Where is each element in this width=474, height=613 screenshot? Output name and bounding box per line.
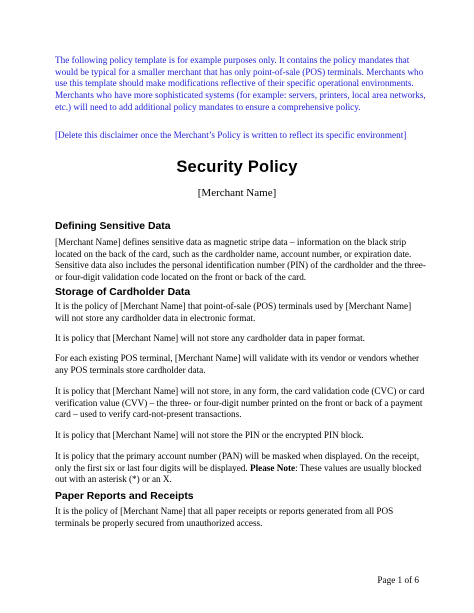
paragraph-storage-2: It is policy that [Merchant Name] will not store any cardholder data in paper format. <box>55 333 365 343</box>
paragraph-storage-5: It is policy that [Merchant Name] will not store the PIN or the encrypted PIN block. <box>55 430 364 440</box>
heading-defining-sensitive-data: Defining Sensitive Data <box>55 221 171 232</box>
paragraph-storage-6-text-b: : These values are usually blocked out with an asterisk (*) or an X. <box>55 462 422 485</box>
please-note-label: Please Note <box>249 462 296 473</box>
paragraph-storage-3: For each existing POS terminal, [Merchant Name] will validate with its vendor or vendors whether any POS terminals store cardholder data. <box>55 353 420 375</box>
paragraph-storage-6-text-a: It is policy that the primary account number (PAN) will be masked when displayed. On the receipt, only the first six or last four digits will be displayed. <box>55 451 420 473</box>
paragraph-defining-sensitive-data: [Merchant Name] defines sensitive data as magnetic stripe data – information on the black strip located on the back of the card, such as the cardholder name, account number, or expiration date. Sensitive data also includes the personal identification number (PIN) of the cardholder and the three- or four-digit validation code located on the front or back of the card. <box>55 237 426 283</box>
paragraph-paper-reports: It is the policy of [Merchant Name] that all paper receipts or reports generated from all POS terminals be properly secured from unauthorized access. <box>55 506 394 528</box>
template-disclaimer: The following policy template is for example purposes only. It contains the policy mandates that would be typical for a smaller merchant that has only point-of-sale (POS) terminals. Merchants who use this template should make modifications reflective of their specific operational environments. Merchants who have more sophisticated systems (for example: servers, printers, local area networks, etc.) will need to add additional policy mandates to ensure a comprehensive policy. <box>55 55 426 112</box>
paragraph-storage-4: It is policy that [Merchant Name] will not store, in any form, the card validation code (CVC) or card verification value (CVV) – the three- or four-digit number printed on the front or back of a payment card – used to verify card-not-present transactions. <box>55 386 425 420</box>
delete-disclaimer-note: [Delete this disclaimer once the Merchant’s Policy is written to reflect its specific environment] <box>55 130 407 140</box>
paragraph-storage-1: It is the policy of [Merchant Name] that point-of-sale (POS) terminals used by [Merchant Name] will not store any cardholder data in electronic format. <box>55 301 412 323</box>
paragraph-storage-6 <box>55 451 427 486</box>
page-number: Page 1 of 6 <box>377 575 419 585</box>
heading-storage-cardholder-data: Storage of Cardholder Data <box>55 287 191 298</box>
merchant-name-subtitle: [Merchant Name] <box>197 187 277 199</box>
heading-paper-reports-receipts: Paper Reports and Receipts <box>55 491 194 502</box>
page-title: Security Policy <box>176 158 298 176</box>
